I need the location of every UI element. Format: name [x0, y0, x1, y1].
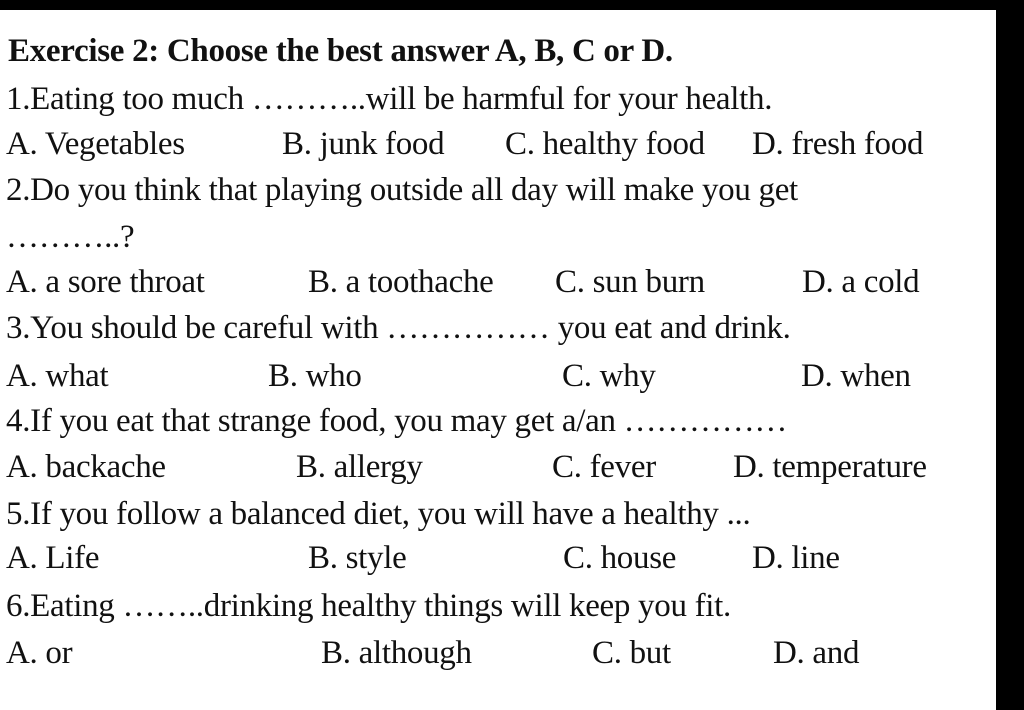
q4-option-d: D. temperature: [733, 449, 927, 485]
q3-option-b: B. who: [268, 358, 362, 394]
q4-option-a: A. backache: [6, 449, 166, 485]
worksheet-page: [0, 10, 996, 710]
q1-option-a: A. Vegetables: [6, 126, 185, 162]
q1-option-b: B. junk food: [282, 126, 445, 162]
q6-option-d: D. and: [773, 635, 860, 671]
q5-option-b: B. style: [308, 540, 407, 576]
question-6-text: 6.Eating ……..drinking healthy things will keep you fit.: [6, 588, 731, 624]
q5-option-a: A. Life: [6, 540, 100, 576]
q6-option-a: A. or: [6, 635, 73, 671]
q4-option-c: C. fever: [552, 449, 656, 485]
question-5-text: 5.If you follow a balanced diet, you will have a healthy ...: [6, 496, 751, 532]
q2-option-a: A. a sore throat: [6, 264, 205, 300]
q2-option-d: D. a cold: [802, 264, 920, 300]
q2-option-b: B. a toothache: [308, 264, 494, 300]
q3-option-d: D. when: [801, 358, 911, 394]
question-3-text: 3.You should be careful with …………… you eat and drink.: [6, 310, 791, 346]
q3-option-a: A. what: [6, 358, 109, 394]
question-2-blank: ………..?: [6, 219, 135, 255]
question-2-text: 2.Do you think that playing outside all day will make you get: [6, 172, 798, 208]
question-4-text: 4.If you eat that strange food, you may get a/an ……………: [6, 403, 788, 439]
q6-option-b: B. although: [321, 635, 472, 671]
exercise-title: Exercise 2: Choose the best answer A, B, C or D.: [8, 33, 673, 69]
q4-option-b: B. allergy: [296, 449, 423, 485]
q1-option-d: D. fresh food: [752, 126, 924, 162]
q5-option-c: C. house: [563, 540, 677, 576]
q5-option-d: D. line: [752, 540, 840, 576]
q2-option-c: C. sun burn: [555, 264, 705, 300]
question-1-text: 1.Eating too much ………..will be harmful for your health.: [6, 81, 773, 117]
q1-option-c: C. healthy food: [505, 126, 705, 162]
q3-option-c: C. why: [562, 358, 656, 394]
q6-option-c: C. but: [592, 635, 671, 671]
